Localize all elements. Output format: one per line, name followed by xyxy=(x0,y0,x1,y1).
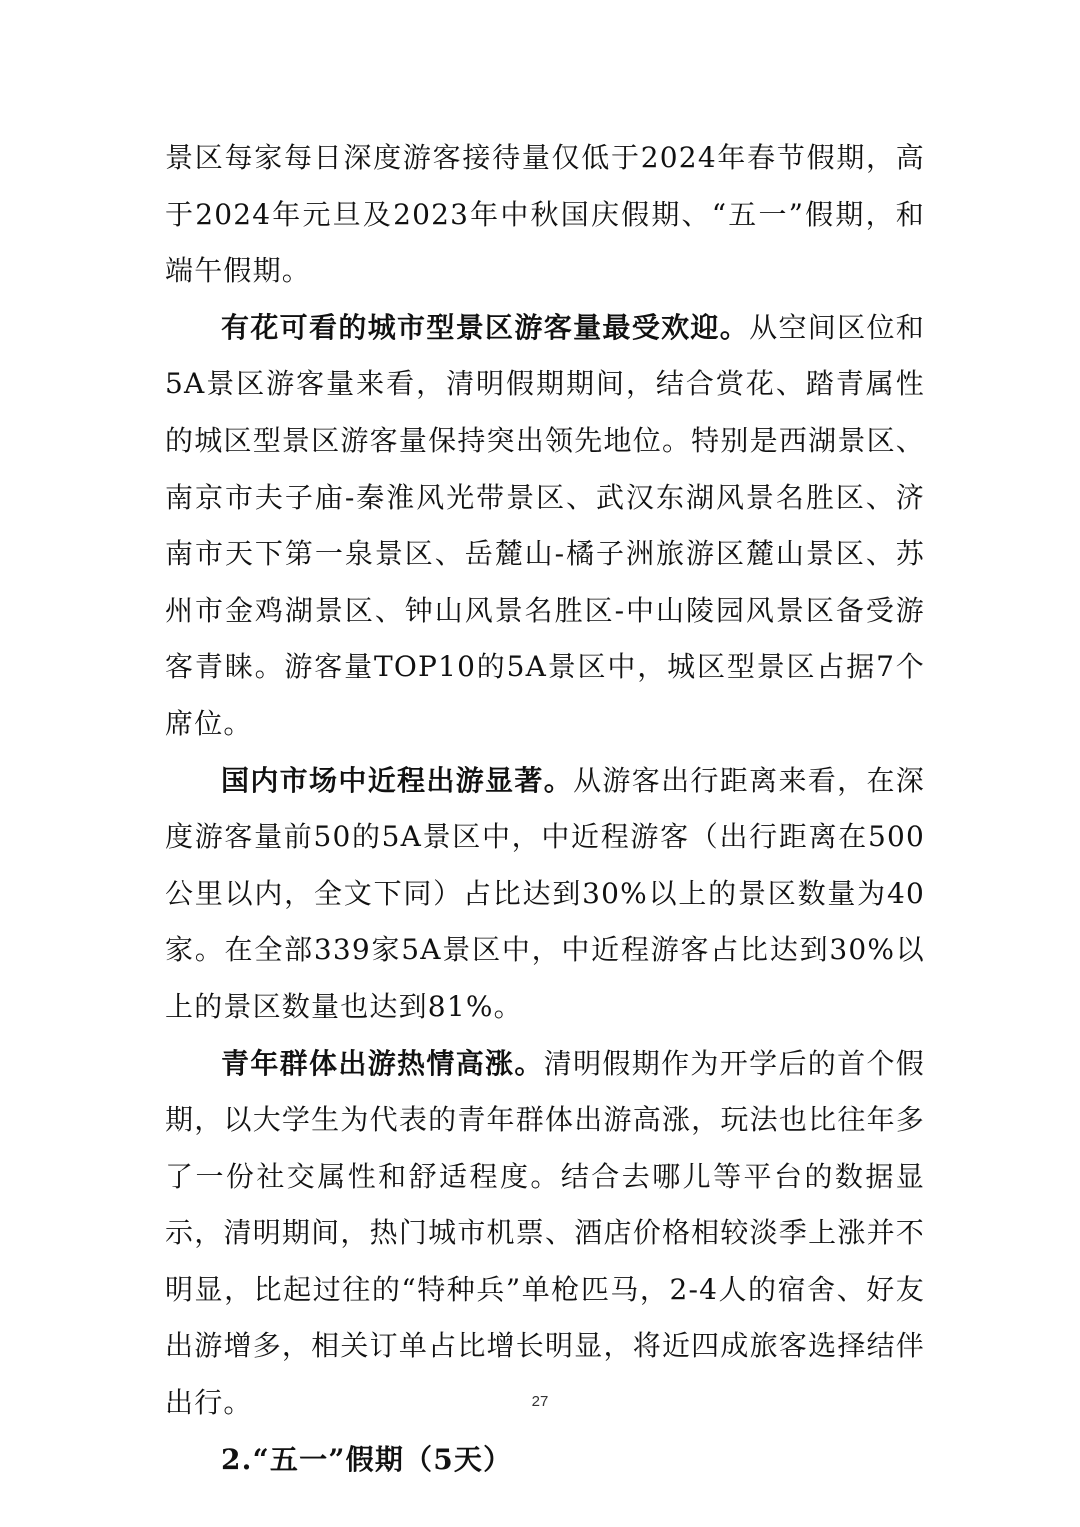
paragraph-lead: 有花可看的城市型景区游客量最受欢迎。 xyxy=(221,310,750,344)
section-heading: 2.“五一”假期（5天） xyxy=(221,1442,513,1476)
body-text xyxy=(165,130,925,1488)
paragraph-lead: 青年群体出游热情高涨。 xyxy=(221,1046,544,1080)
paragraph-continuation xyxy=(165,130,925,300)
paragraph-youth-travel xyxy=(165,1036,925,1432)
paragraph-text: 从游客出行距离来看，在深度游客量前50的5A景区中，中近程游客（出行距离在500公里以内，全文下同）占比达到30%以上的景区数量为40家。在全部339家5A景区中，中近程游客占比达到30%以上的景区数量也达到81%。 xyxy=(165,763,926,1023)
paragraph-city-scenic-areas xyxy=(165,300,925,753)
paragraph-text: 景区每家每日深度游客接待量仅低于2024年春节假期，高于2024年元旦及2023年中秋国庆假期、“五一”假期，和端午假期。 xyxy=(165,141,925,288)
page-number: 27 xyxy=(531,1393,549,1410)
paragraph-text: 从空间区位和5A景区游客量来看，清明假期期间，结合赏花、踏青属性的城区型景区游客量保持突出领先地位。特别是西湖景区、南京市夫子庙-秦淮风光带景区、武汉东湖风景名胜区、济南市天下第一泉景区、岳麓山-橘子洲旅游区麓山景区、苏州市金鸡湖景区、钟山风景名胜区-中山陵园风景区备受游客青睐。游客量TOP10的5A景区中，城区型景区占据7个席位。 xyxy=(165,310,926,740)
paragraph-lead: 国内市场中近程出游显著。 xyxy=(221,763,574,797)
paragraph-text: 清明假期作为开学后的首个假期，以大学生为代表的青年群体出游高涨，玩法也比往年多了一份社交属性和舒适程度。结合去哪儿等平台的数据显示，清明期间，热门城市机票、酒店价格相较淡季上涨并不明显，比起过往的“特种兵”单枪匹马，2-4人的宿舍、好友出游增多，相关订单占比增长明显，将近四成旅客选择结伴出行。 xyxy=(165,1046,925,1420)
paragraph-short-distance-travel xyxy=(165,753,925,1036)
